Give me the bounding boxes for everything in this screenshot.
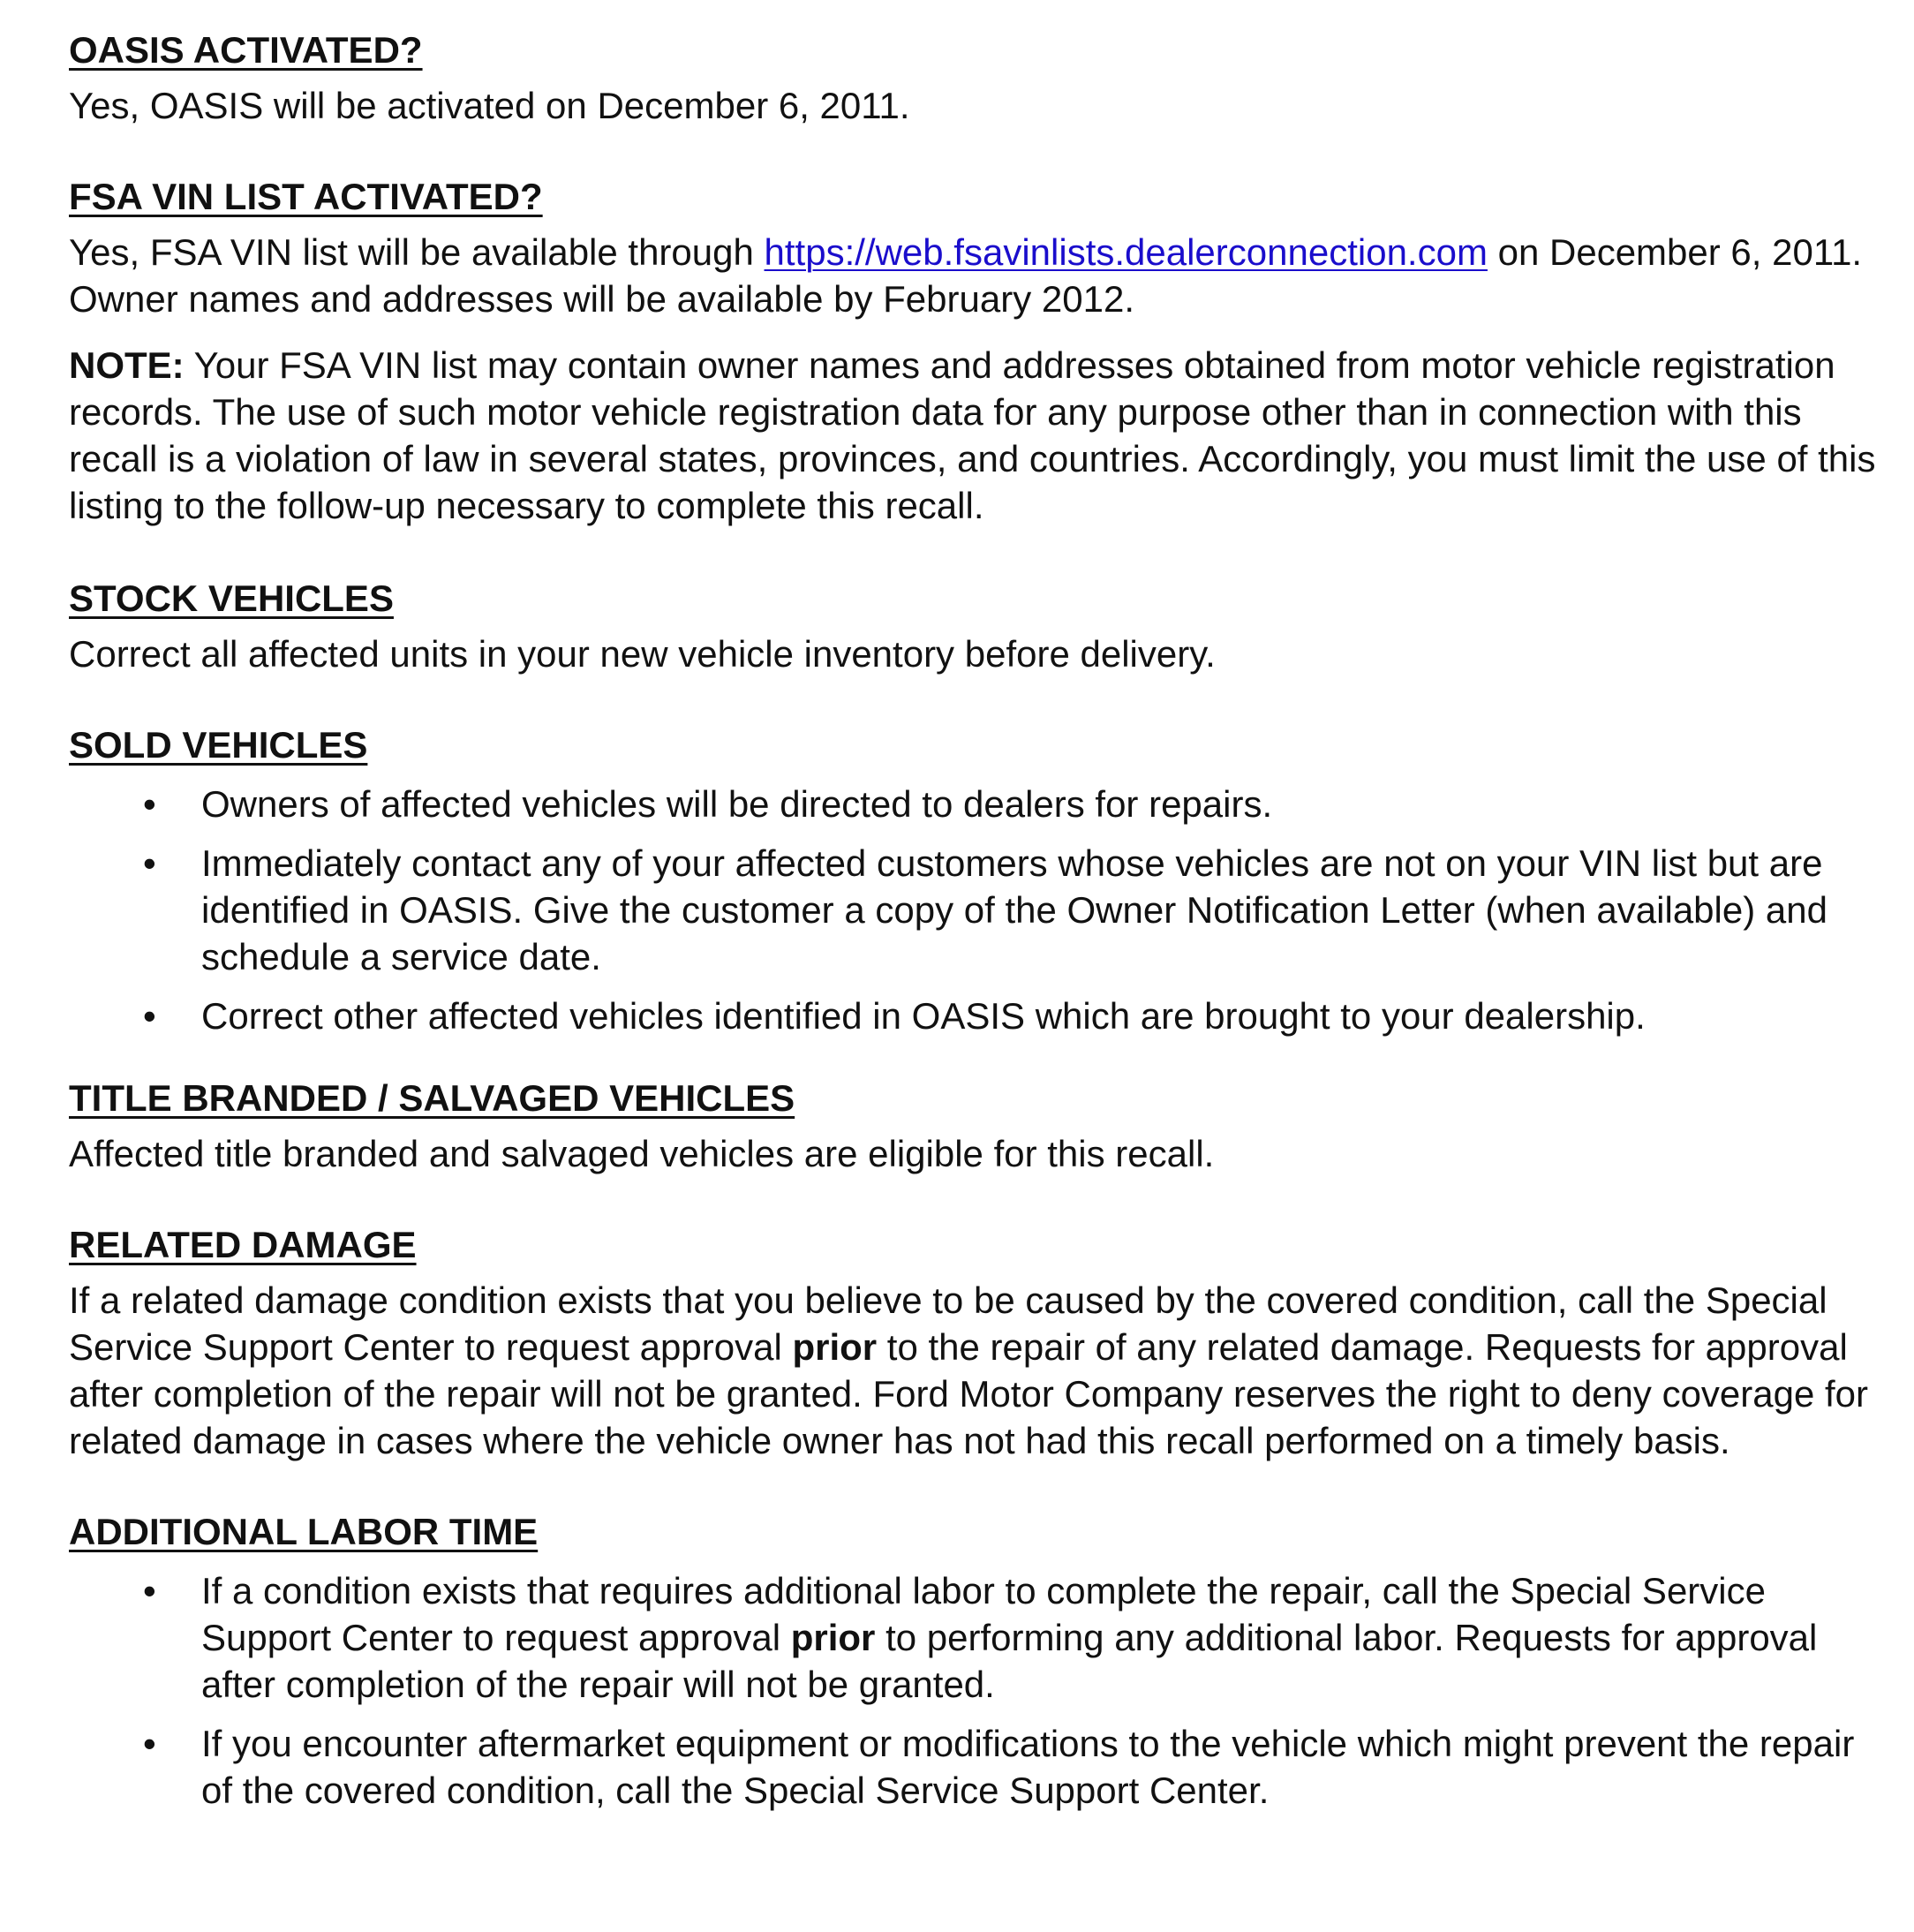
bullet-icon: • [143, 1570, 156, 1611]
bullet-icon: • [143, 995, 156, 1037]
related-damage-text-after: to the repair of any related damage. Requests for approval after completion of the repair will not be granted. Ford Motor Company reserves the right to deny coverage for related damage in cases where the vehicle owner has not had this recall performed on a timely basis. [69, 1326, 1869, 1461]
list-item [69, 1567, 1888, 1708]
list-item-bold: prior [790, 1617, 876, 1658]
stock-text: Correct all affected units in your new vehicle inventory before delivery. [69, 633, 1216, 675]
additional-labor-list [69, 1567, 1888, 1814]
section-oasis [69, 26, 1888, 129]
list-item [69, 992, 1888, 1039]
fsa-text-before: Yes, FSA VIN list will be available through [69, 231, 765, 273]
list-item-text: Owners of affected vehicles will be directed to dealers for repairs. [201, 783, 1273, 825]
document-page [69, 26, 1888, 1858]
fsa-text-after: on December 6, 2011. Owner names and addresses will be available by February 2012. [69, 231, 1863, 320]
section-fsa-vin-list [69, 173, 1888, 529]
title-branded-text: Affected title branded and salvaged vehicles are eligible for this recall. [69, 1133, 1215, 1174]
section-sold-vehicles [69, 721, 1888, 1039]
section-related-damage [69, 1221, 1888, 1464]
list-item [69, 840, 1888, 980]
heading-sold-vehicles: SOLD VEHICLES [69, 724, 368, 766]
related-damage-text-before: If a related damage condition exists that you believe to be caused by the covered condition, call the Special Service Support Center to request approval [69, 1279, 1827, 1368]
list-item [69, 1720, 1888, 1814]
note-label: NOTE: [69, 344, 185, 386]
oasis-text: Yes, OASIS will be activated on December 6, 2011. [69, 85, 910, 126]
list-item [69, 781, 1888, 827]
note-text: Your FSA VIN list may contain owner names and addresses obtained from motor vehicle registration records. The use of such motor vehicle registration data for any purpose other than in connection with this recall is a violation of law in several states, provinces, and countries. Accordingly, you must limit the use of this listing to the follow-up necessary to complete this recall. [69, 344, 1876, 526]
bullet-icon: • [143, 1723, 156, 1764]
list-item-text-after: to performing any additional labor. Requests for approval after completion of the repair will not be granted. [201, 1617, 1818, 1705]
heading-related-damage: RELATED DAMAGE [69, 1224, 417, 1265]
list-item-text: Immediately contact any of your affected customers whose vehicles are not on your VIN list but are identified in OASIS. Give the customer a copy of the Owner Notification Letter (when available) and schedule a service date. [201, 842, 1827, 977]
heading-additional-labor: ADDITIONAL LABOR TIME [69, 1511, 539, 1552]
related-damage-bold: prior [792, 1326, 878, 1368]
heading-stock-vehicles: STOCK VEHICLES [69, 577, 394, 619]
sold-vehicles-list [69, 781, 1888, 1039]
fsa-vin-list-link[interactable]: https://web.fsavinlists.dealerconnection.com [764, 231, 1488, 273]
heading-title-branded: TITLE BRANDED / SALVAGED VEHICLES [69, 1077, 795, 1119]
list-item-text: If a condition exists that requires additional labor to complete the repair, call the Special Service Support Center to request approval [201, 1570, 1766, 1658]
bullet-icon: • [143, 783, 156, 825]
list-item-text: Correct other affected vehicles identified in OASIS which are brought to your dealership. [201, 995, 1646, 1037]
section-stock-vehicles [69, 575, 1888, 677]
list-item-text: If you encounter aftermarket equipment or modifications to the vehicle which might prevent the repair of the covered condition, call the Special Service Support Center. [201, 1723, 1855, 1811]
fsa-text [69, 229, 1888, 322]
section-title-branded [69, 1075, 1888, 1177]
related-damage-text [69, 1277, 1888, 1464]
heading-fsa-vin-list: FSA VIN LIST ACTIVATED? [69, 176, 543, 217]
fsa-note [69, 342, 1888, 529]
heading-oasis-activated: OASIS ACTIVATED? [69, 29, 423, 71]
bullet-icon: • [143, 842, 156, 884]
section-additional-labor [69, 1508, 1888, 1814]
